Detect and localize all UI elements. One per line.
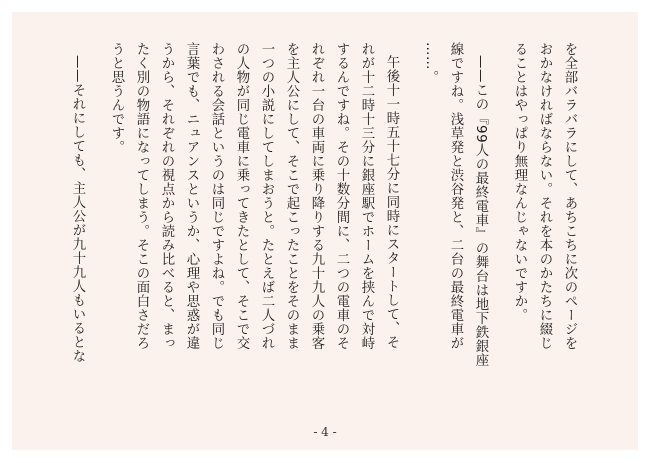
text-line: 一つの小説にしてしまおうと。たとえば二人づれ	[259, 42, 274, 350]
text-line: うから、それぞれの視点から読み比べると、まっ	[159, 42, 174, 350]
text-line: 言葉でも、ニュアンスというか、心理や思惑が違	[184, 42, 199, 350]
text-line: うと思うんです。	[109, 42, 124, 154]
text-line: ……。	[423, 42, 438, 84]
paragraph-gap	[404, 42, 418, 427]
text-line: れぞれ一台の車両に乗り降りする九十九人の乗客	[309, 42, 324, 350]
text-line: を主人公にして、そこで起こったことをそのまま	[284, 42, 299, 350]
text-line: たく別の物語になってしまう。そこの面白さだろ	[134, 42, 149, 350]
text-line: れが十二時十三分に銀座駅でホームを挟んで対峙	[359, 42, 374, 350]
text-line: を全部バラバラにして、あちこちに次のページを	[562, 42, 577, 350]
page-number: - 4 -	[313, 425, 337, 439]
text-line: ——それにしても、主人公が九十九人もいるとな	[70, 55, 85, 363]
book-page	[12, 12, 638, 450]
vertical-text-block	[70, 42, 582, 427]
text-line: おかなければならない。それを本のかたちに綴じ	[537, 42, 552, 350]
text-line: わされる会話というのは同じですよね。でも同じ	[209, 42, 224, 350]
paragraph-gap	[90, 42, 104, 427]
text-line: の人物が同じ電車に乗ってきたとして、そこで交	[234, 42, 249, 350]
text-line: ることはやっぱり無理なんじゃないですか。	[512, 42, 527, 322]
text-line: ——この『99人の最終電車』の舞台は地下鉄銀座	[473, 55, 488, 368]
text-line: するんですね。その十数分間に、二つの電車のそ	[334, 42, 349, 350]
paragraph-gap	[493, 42, 507, 427]
text-line: 午後十一時五十七分に同時にスタートして、そ	[384, 55, 399, 349]
text-line: 線ですね。浅草発と渋谷発と、二台の最終電車が	[448, 42, 463, 350]
